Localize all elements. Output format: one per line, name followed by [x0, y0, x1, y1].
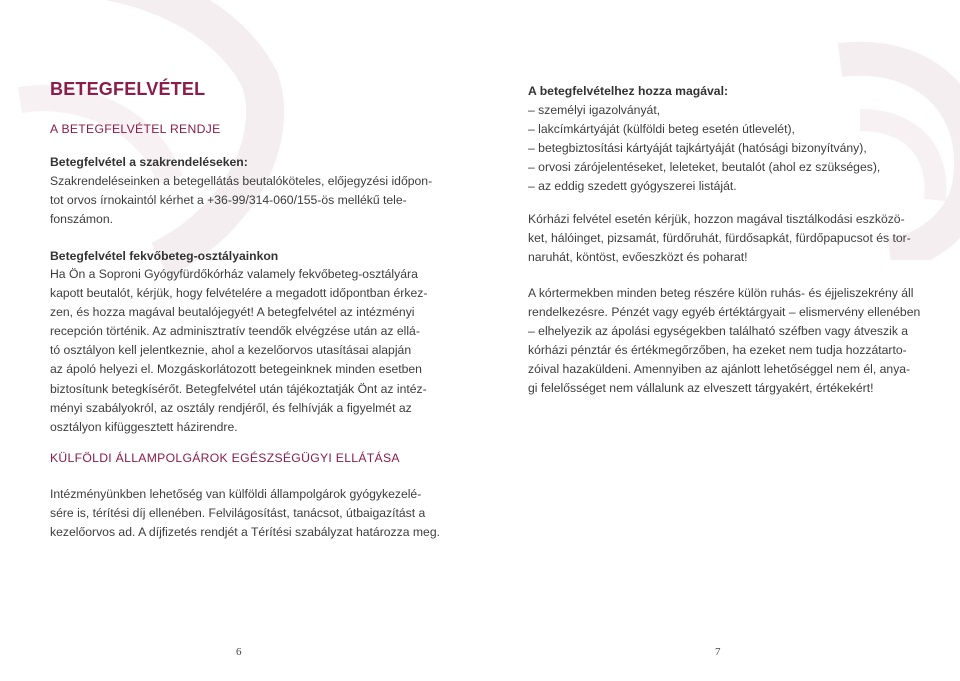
text-line: az ápoló helyezi el. Mozgáskorlátozott betegeinknek minden esetben [50, 362, 422, 377]
list-item-text: személyi igazolványát, [534, 103, 661, 117]
text-line: Kórházi felvétel esetén kérjük, hozzon magával tisztálkodási eszközö- [528, 212, 905, 226]
list-item-text: lakcímkártyáját (külföldi beteg esetén útlevelét), [534, 122, 795, 137]
bring-items-list [528, 101, 880, 196]
text-line: ményi szabályokról, az osztály rendjéről, és felhívják a figyelmét az [50, 400, 412, 415]
subhead-outpatient: Betegfelvétel a szakrendeléseken: [50, 155, 248, 169]
list-item [528, 101, 880, 120]
section-title-admission-rules: A BETEGFELVÉTEL RENDJE [50, 122, 221, 136]
text-line: zóival hazaküldeni. Amennyiben az ajánlott lehetőséggel nem él, anya- [528, 362, 911, 377]
text-line: ket, hálóinget, pizsamát, fürdőruhát, fürdősapkát, fürdőpapucsot és tor- [528, 231, 911, 246]
text-line: naruhát, köntöst, evőeszközt és poharat! [528, 250, 748, 265]
text-line: Intézményünkben lehetőség van külföldi állampolgárok gyógykezelé- [50, 487, 422, 501]
text-line: sére is, térítési díj ellenében. Felvilágosítást, tanácsot, útbaigazítást a [50, 506, 426, 521]
page-title: BETEGFELVÉTEL [50, 79, 206, 99]
text-line: biztosítunk betegkísérőt. Betegfelvétel után tájékoztatják Önt az intéz- [50, 381, 427, 396]
dash-bullet: – [528, 160, 535, 175]
text-line: tot orvos írnokaintól kérhet a +36-99/314-060/155-ös mellékű tele- [50, 193, 407, 208]
text-line: gi felelősséget nem vállalunk az elveszett tárgyakért, értékekért! [528, 381, 874, 396]
paragraph-valuables [528, 284, 921, 399]
list-item-text: az eddig szedett gyógyszerei listáját. [534, 179, 737, 194]
text-line: Szakrendeléseinken a betegellátás beutalóköteles, előjegyzési időpon- [50, 174, 433, 188]
paragraph-outpatient [50, 172, 434, 229]
section-title-foreign-citizens: KÜLFÖLDI ÁLLAMPOLGÁROK EGÉSZSÉGÜGYI ELLÁTÁSA [50, 451, 400, 465]
text-line: kórházi pénztár és értékmegőrzőben, ha ezeket nem tudja hozzátarto- [528, 343, 907, 358]
subhead-inpatient: Betegfelvétel fekvőbeteg-osztályainkon [50, 249, 279, 263]
paragraph-personal-items [528, 210, 914, 267]
text-line: kapott beutalót, kérjük, hogy felvételére a megadott időpontban érkez- [50, 286, 428, 301]
paragraph-foreign-citizens [50, 485, 440, 542]
text-line: kezelőorvos ad. A díjfizetés rendjét a Térítési szabályzat határozza meg. [50, 525, 440, 540]
paragraph-inpatient [50, 265, 434, 437]
text-line: tó osztályon kell jelentkeznie, ahol a kezelőorvos utasításai alapján [50, 343, 412, 358]
list-item [528, 158, 880, 177]
list-item [528, 177, 880, 196]
text-line: Ha Ön a Soproni Gyógyfürdőkórház valamely fekvőbeteg-osztályára [50, 267, 418, 281]
list-item-text: orvosi zárójelentéseket, leleteket, beutalót (ahol ez szükséges), [534, 160, 881, 175]
text-line: rendelkezésre. Pénzét vagy egyéb értéktárgyait – elismervény ellenében [528, 305, 921, 320]
text-line: osztályon kifüggesztett házirendre. [50, 419, 238, 434]
text-line: A kórtermekben minden beteg részére külön ruhás- és éjjeliszekrény áll [528, 286, 914, 300]
text-line: zen, és hozza magával beutalójegyét! A betegfelvétel az intézményi [50, 305, 415, 320]
list-item [528, 120, 880, 139]
dash-bullet: – [528, 122, 535, 137]
dash-bullet: – [528, 103, 535, 117]
text-line: fonszámon. [50, 212, 114, 227]
text-line: – elhelyezik az ápolási egységekben található széfben vagy átveszik a [528, 324, 909, 339]
list-item [528, 139, 880, 158]
text-line: recepción történik. Az adminisztratív teendők elvégzése után az ellá- [50, 324, 420, 339]
page-number-right: 7 [715, 646, 721, 658]
dash-bullet: – [528, 179, 535, 194]
subhead-bring-items: A betegfelvételhez hozza magával: [528, 84, 729, 98]
page-number-left: 6 [236, 646, 242, 658]
dash-bullet: – [528, 141, 535, 156]
list-item-text: betegbiztosítási kártyáját tajkártyáját (hatósági bizonyítvány), [534, 141, 867, 156]
